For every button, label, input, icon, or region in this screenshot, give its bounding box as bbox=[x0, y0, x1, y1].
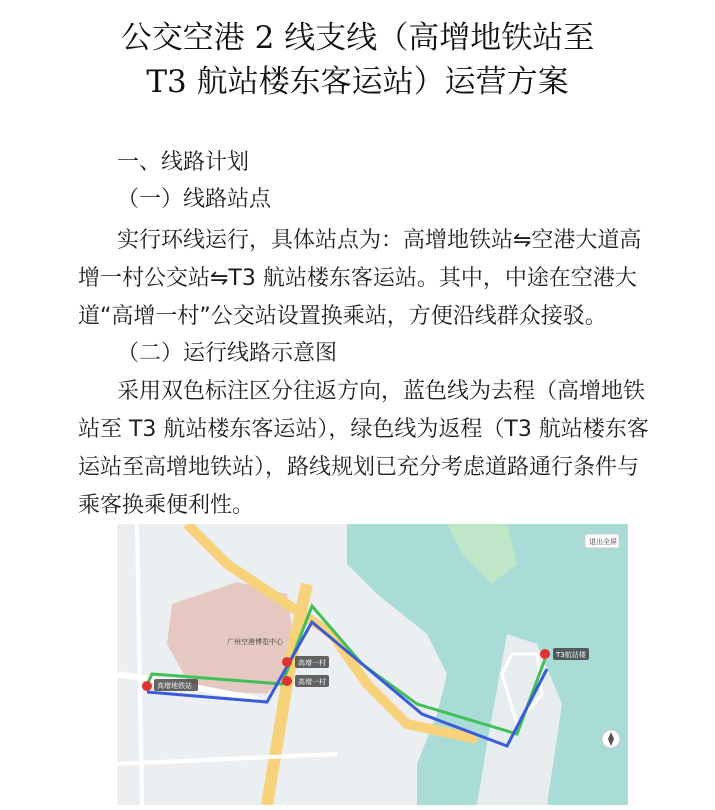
paragraph-line: 站至 T3 航站楼东客运站），绿色线为返程（T3 航站楼东客 bbox=[78, 417, 649, 442]
stop-b-label: 高增一村 bbox=[298, 659, 326, 667]
area-label: 广州空港博览中心 bbox=[227, 638, 283, 646]
stop-c-label: T3航站楼 bbox=[556, 651, 586, 659]
stop-b2-label: 高增一村 bbox=[298, 678, 326, 686]
route-map[interactable] bbox=[117, 524, 628, 805]
subsection-heading: （二）运行线路示意图 bbox=[117, 341, 338, 366]
stop-b2-marker bbox=[282, 676, 292, 686]
paragraph-line: 采用双色标注区分往返方向，蓝色线为去程（高增地铁 bbox=[117, 379, 646, 404]
paragraph-line: 乘客换乘便利性。 bbox=[78, 493, 255, 518]
route-map-canvas bbox=[117, 524, 628, 805]
title-line-1: 公交空港 2 线支线（高增地铁站至 bbox=[120, 20, 595, 56]
stop-c-marker bbox=[540, 649, 550, 659]
stop-a-marker bbox=[142, 681, 152, 691]
paragraph-line: 运站至高增地铁站），路线规划已充分考虑道路通行条件与 bbox=[78, 455, 640, 480]
fullscreen-label: 退出全屏 bbox=[589, 538, 617, 546]
subsection-heading: （一）线路站点 bbox=[117, 187, 272, 212]
stop-b-marker bbox=[282, 657, 292, 667]
paragraph-line: 实行环线运行，具体站点为：高增地铁站⇋空港大道高 bbox=[117, 228, 642, 253]
paragraph-line: 增一村公交站⇋T3 航站楼东客运站。其中，中途在空港大 bbox=[78, 266, 637, 291]
paragraph-line: 道“高增一村”公交站设置换乘站，方便沿线群众接驳。 bbox=[78, 304, 607, 329]
section-heading: 一、线路计划 bbox=[117, 150, 250, 175]
stop-a-label: 高增地铁站 bbox=[157, 682, 192, 690]
title-line-2: T3 航站楼东客运站）运营方案 bbox=[146, 64, 569, 100]
